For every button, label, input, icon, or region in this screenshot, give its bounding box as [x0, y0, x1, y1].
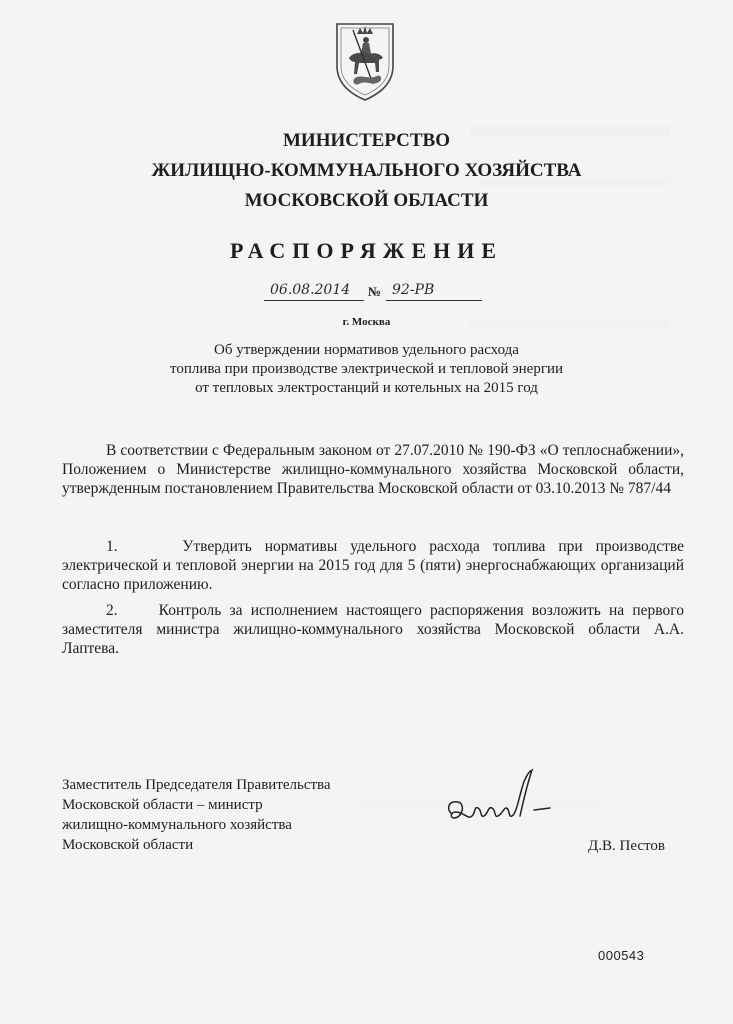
ministry-name — [0, 126, 733, 216]
signer-title-line: Заместитель Председателя Правительства — [62, 777, 331, 793]
ministry-name-line: МОСКОВСКОЙ ОБЛАСТИ — [244, 190, 489, 211]
document-type-title: РАСПОРЯЖЕНИЕ — [229, 238, 504, 263]
signer-name: Д.В. Пестов — [588, 838, 665, 854]
signer-title-line: жилищно-коммунального хозяйства — [62, 817, 292, 833]
signer-title — [62, 775, 331, 855]
signer-title-line: Московской области – министр — [62, 797, 263, 813]
order-item-1: 1. Утвердить нормативы удельного расхода топлива при производстве электрической и тепловой энергии на 2015 год для 5 (пяти) энергоснабжающих организаций согласно приложению. — [62, 538, 684, 593]
ministry-name-line: МИНИСТЕРСТВО — [282, 130, 451, 151]
signer-title-line: Московской области — [62, 837, 194, 853]
preamble-paragraph: В соответствии с Федеральным законом от 27.07.2010 № 190-ФЗ «О теплоснабжении», Положением о Министерстве жилищно-коммунального хозяйства Московской области, утвержденным постановлением Правительства Московской области от 03.10.2013 № 787/44 — [62, 442, 684, 497]
city-label: г. Москва — [342, 316, 391, 328]
handwritten-number: 92-РВ — [392, 282, 435, 298]
number-sign: № — [368, 284, 382, 299]
subject-line: Об утверждении нормативов удельного расхода — [214, 342, 519, 358]
serial-number: 000543 — [598, 948, 645, 963]
subject-line: от тепловых электростанций и котельных на 2015 год — [195, 380, 538, 396]
date-underline — [264, 300, 364, 301]
coat-of-arms-icon — [333, 20, 397, 102]
order-item-2: 2. Контроль за исполнением настоящего распоряжения возложить на первого заместителя министра жилищно-коммунального хозяйства Московской области А.А. Лаптева. — [62, 602, 684, 657]
subject-line: топлива при производстве электрической и тепловой энергии — [169, 361, 564, 377]
registration-line — [260, 282, 490, 304]
handwritten-signature — [444, 768, 564, 834]
number-underline — [386, 300, 482, 301]
ministry-name-line: ЖИЛИЩНО-КОММУНАЛЬНОГО ХОЗЯЙСТВА — [151, 160, 582, 181]
document-subject — [0, 341, 733, 398]
handwritten-date: 06.08.2014 — [270, 282, 351, 298]
